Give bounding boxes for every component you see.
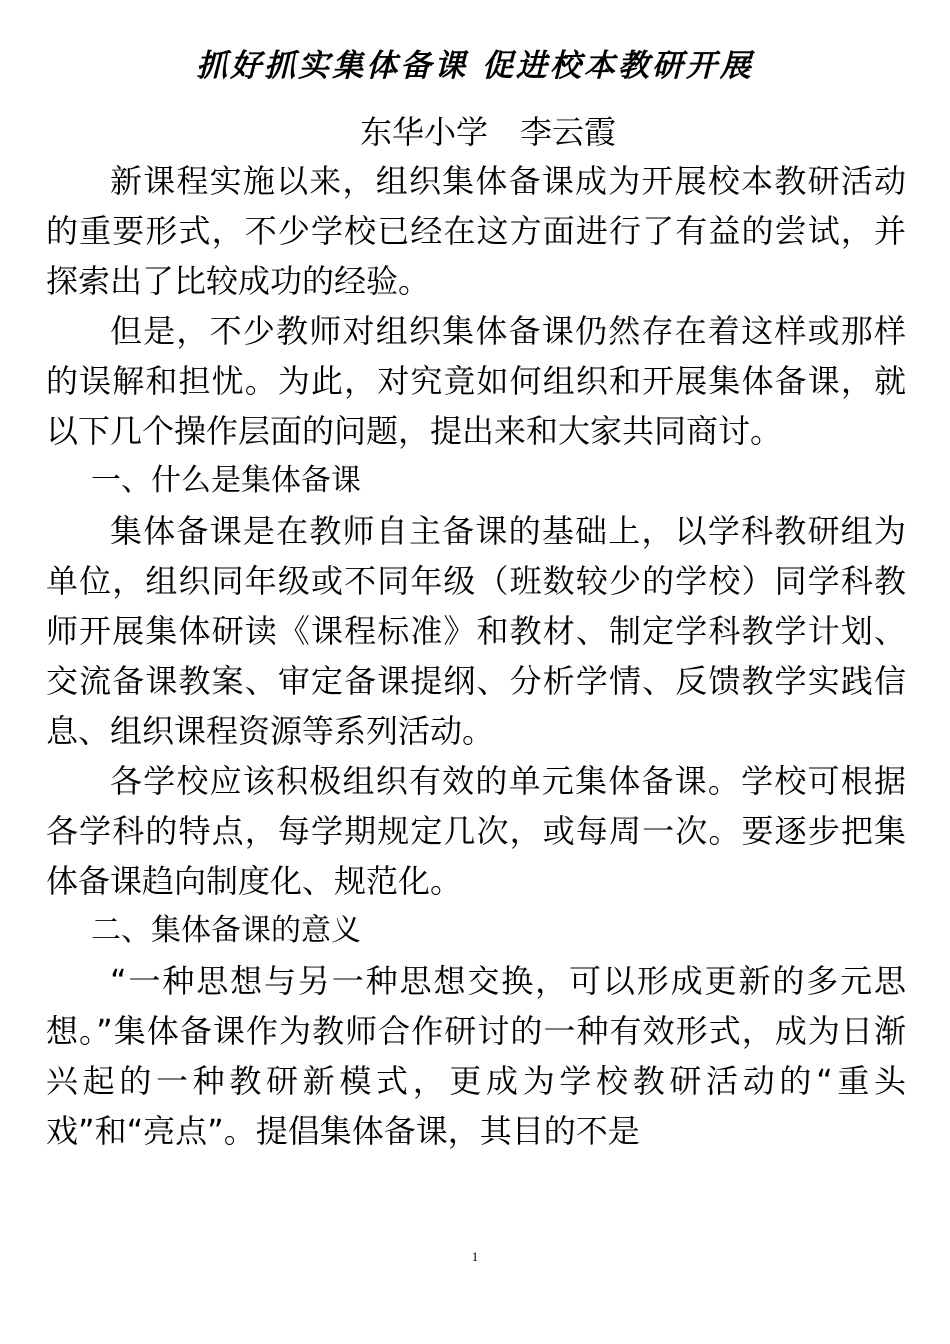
paragraph-intro-2: 但是，不少教师对组织集体备课仍然存在着这样或那样的误解和担忧。为此，对究竟如何组织和开展集体备课，就以下几个操作层面的问题，提出来和大家共同商讨。 <box>46 312 906 450</box>
document-title: 抓好抓实集体备课 促进校本教研开展 <box>196 48 754 84</box>
section-heading-1: 一、什么是集体备课 <box>91 463 361 498</box>
document-author: 东华小学 李云霞 <box>360 113 617 151</box>
document-body <box>46 156 906 1156</box>
paragraph-intro-1: 新课程实施以来，组织集体备课成为开展校本教研活动的重要形式，不少学校已经在这方面进行了有益的尝试，并探索出了比较成功的经验。 <box>46 162 906 300</box>
paragraph-section2-1: “一种思想与另一种思想交换，可以形成更新的多元思想。”集体备课作为教师合作研讨的一种有效形式，成为日渐兴起的一种教研新模式，更成为学校教研活动的“重头戏”和“亮点”。提倡集体备课，其目的不是 <box>46 962 906 1150</box>
section-heading-2: 二、集体备课的意义 <box>91 913 361 948</box>
page-number: 1 <box>471 1249 479 1264</box>
paragraph-section1-1: 集体备课是在教师自主备课的基础上，以学科教研组为单位，组织同年级或不同年级（班数较少的学校）同学科教师开展集体研读《课程标准》和教材、制定学科教学计划、交流备课教案、审定备课提纲、分析学情、反馈教学实践信息、组织课程资源等系列活动。 <box>46 512 906 750</box>
paragraph-section1-2: 各学校应该积极组织有效的单元集体备课。学校可根据各学科的特点，每学期规定几次，或每周一次。要逐步把集体备课趋向制度化、规范化。 <box>46 762 906 900</box>
